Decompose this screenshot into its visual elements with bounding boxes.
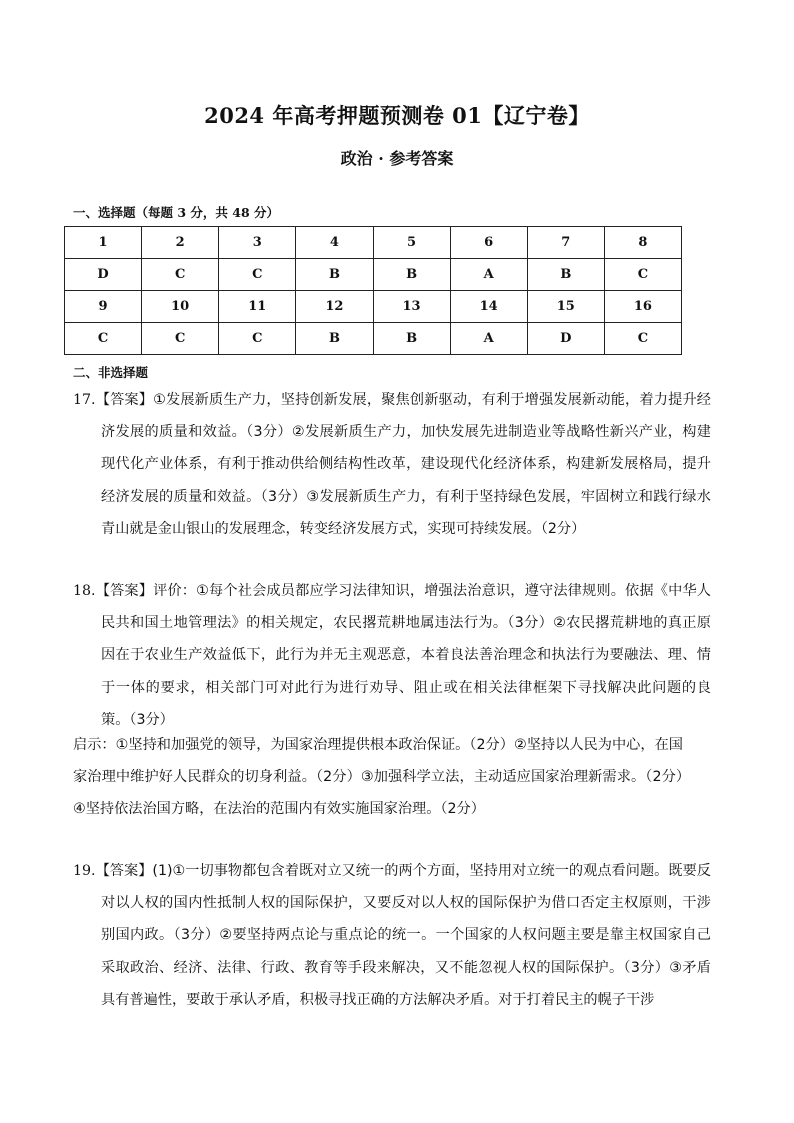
question-number-cell: 11 <box>219 291 296 323</box>
answer-cell: C <box>65 323 142 355</box>
answer-table-answer-row <box>65 259 682 291</box>
question-number-cell: 13 <box>373 291 450 323</box>
answer-table-answer-row <box>65 323 682 355</box>
question-17-head: 17.【答案】 <box>73 392 154 408</box>
question-number-cell: 7 <box>527 227 604 259</box>
question-number-cell: 5 <box>373 227 450 259</box>
question-number-cell: 10 <box>142 291 219 323</box>
answer-table-number-row <box>65 291 682 323</box>
answer-table-number-row <box>65 227 682 259</box>
answer-cell: B <box>296 259 373 291</box>
answer-cell: C <box>142 323 219 355</box>
answer-cell: C <box>219 323 296 355</box>
question-number-cell: 2 <box>142 227 219 259</box>
answer-cell: C <box>219 259 296 291</box>
question-19-head: 19.【答案】 <box>73 863 153 879</box>
page-title: 2024 年高考押题预测卷 01【辽宁卷】 <box>204 103 590 128</box>
question-number-cell: 12 <box>296 291 373 323</box>
answer-table <box>64 226 682 355</box>
answer-cell: B <box>373 259 450 291</box>
answer-cell: D <box>65 259 142 291</box>
answer-cell: A <box>450 323 527 355</box>
section-choice-heading: 一、选择题（每题 3 分，共 48 分） <box>73 205 280 220</box>
question-number-cell: 16 <box>604 291 681 323</box>
section-nonchoice-heading: 二、非选择题 <box>73 365 149 380</box>
answer-cell: C <box>604 259 681 291</box>
question-number-cell: 8 <box>604 227 681 259</box>
answer-cell: D <box>527 323 604 355</box>
question-number-cell: 3 <box>219 227 296 259</box>
question-19-answer <box>73 855 711 1016</box>
question-18-head: 18.【答案】 <box>73 583 154 599</box>
answer-cell: C <box>142 259 219 291</box>
answer-cell: B <box>373 323 450 355</box>
page-subtitle: 政治 · 参考答案 <box>340 149 454 168</box>
question-number-cell: 15 <box>527 291 604 323</box>
question-number-cell: 1 <box>65 227 142 259</box>
question-17-answer <box>73 384 711 545</box>
question-17-body: ①发展新质生产力，坚持创新发展，聚焦创新驱动，有利于增强发展新动能，着力提升经济发展的质量和效益。（3分）②发展新质生产力，加快发展先进制造业等战略性新兴产业，构建现代化产业体系，有利于推动供给侧结构性改革，建设现代化经济体系，构建新发展格局，提升经济发展的质量和效益。（3分）③发展新质生产力，有利于坚持绿色发展，牢固树立和践行绿水青山就是金山银山的发展理念，转变经济发展方式，实现可持续发展。（2分） <box>101 392 711 537</box>
answer-cell: A <box>450 259 527 291</box>
question-19-body: (1)①一切事物都包含着既对立又统一的两个方面，坚持用对立统一的观点看问题。既要反对以人权的国内性抵制人权的国际保护，又要反对以人权的国际保护为借口否定主权原则，干涉别国内政。（3分）②要坚持两点论与重点论的统一。一个国家的人权问题主要是靠主权国家自己采取政治、经济、法律、行政、教育等手段来解决，又不能忽视人权的国际保护。（3分）③矛盾具有普遍性，要敢于承认矛盾，积极寻找正确的方法解决矛盾。对于打着民主的幌子干涉 <box>101 863 711 1008</box>
answer-cell: B <box>527 259 604 291</box>
question-number-cell: 9 <box>65 291 142 323</box>
answer-cell: B <box>296 323 373 355</box>
question-number-cell: 4 <box>296 227 373 259</box>
answer-cell: C <box>604 323 681 355</box>
question-18-answer <box>73 575 711 736</box>
question-number-cell: 6 <box>450 227 527 259</box>
question-number-cell: 14 <box>450 291 527 323</box>
question-18-insight: 启示：①坚持和加强党的领导，为国家治理提供根本政治保证。（2分）②坚持以人民为中心，在国家治理中维护好人民群众的切身利益。（2分）③加强科学立法，主动适应国家治理新需求。（2分）④坚持依法治国方略，在法治的范围内有效实施国家治理。（2分） <box>73 737 683 817</box>
question-18-body: 评价：①每个社会成员都应学习法律知识，增强法治意识，遵守法律规则。依据《中华人民共和国土地管理法》的相关规定，农民撂荒耕地属违法行为。（3分）②农民撂荒耕地的真正原因在于农业生产效益低下，此行为并无主观恶意，本着良法善治理念和执法行为要融法、理、情于一体的要求，相关部门可对此行为进行劝导、阻止或在相关法律框架下寻找解决此问题的良策。（3分） <box>101 583 711 728</box>
